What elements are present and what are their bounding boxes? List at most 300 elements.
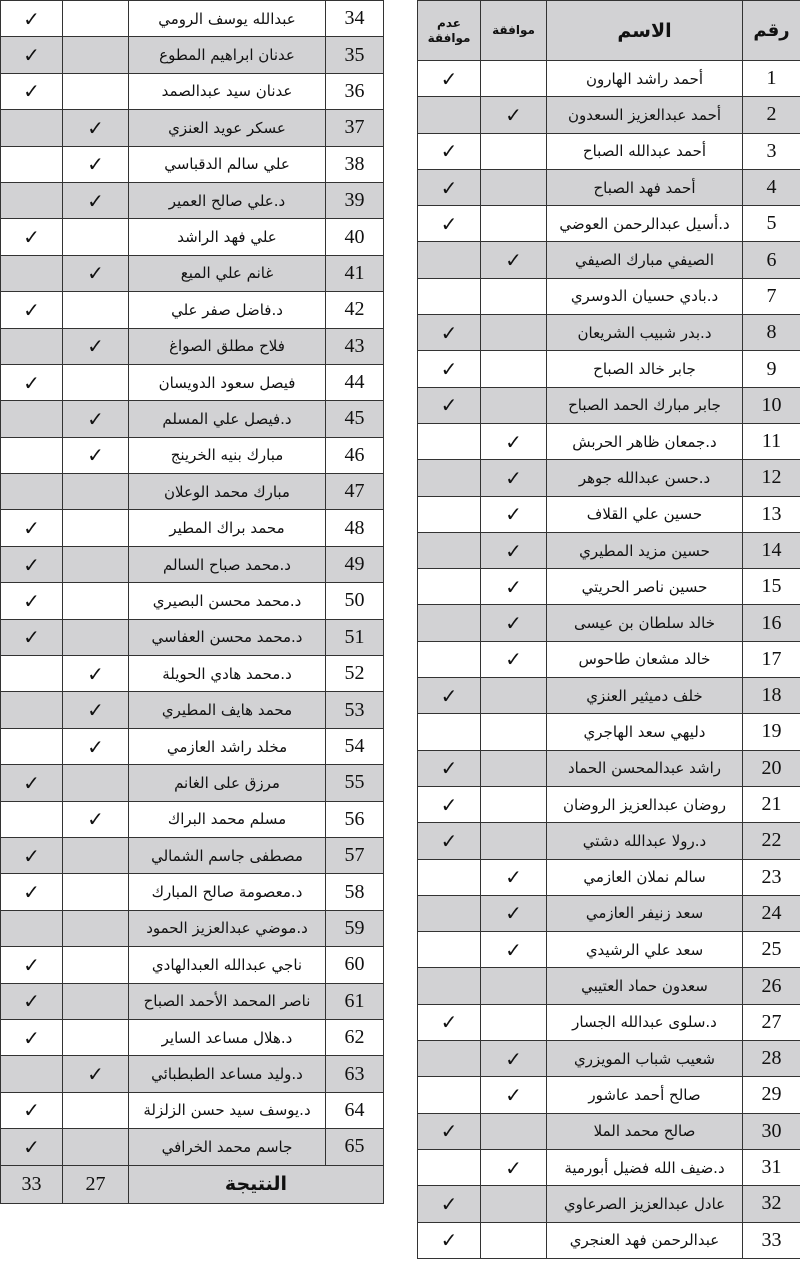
approve-cell (63, 146, 129, 182)
table-row (1, 219, 384, 255)
check-icon: ✓ (23, 225, 40, 250)
member-number: 17 (743, 641, 800, 677)
member-number: 32 (743, 1186, 800, 1222)
approve-cell (63, 837, 129, 873)
check-icon: ✓ (505, 865, 522, 890)
table-row (418, 968, 800, 1004)
reject-cell (418, 932, 481, 968)
member-number: 47 (326, 474, 384, 510)
table-row (1, 910, 384, 946)
member-name: مسلم محمد البراك (129, 801, 326, 837)
approve-cell (63, 73, 129, 109)
check-icon: ✓ (440, 1191, 458, 1216)
reject-cell (418, 351, 481, 387)
approve-cell (481, 532, 547, 568)
reject-cell (1, 583, 63, 619)
member-number: 12 (743, 460, 800, 496)
check-icon: ✓ (23, 516, 40, 541)
table-body-left (1, 1, 384, 1166)
table-row (418, 460, 800, 496)
approve-cell (63, 401, 129, 437)
approve-cell (63, 656, 129, 692)
table-row (1, 255, 384, 291)
member-name: سعد زنيفر العازمي (547, 895, 743, 931)
reject-cell (1, 728, 63, 764)
member-number: 49 (326, 546, 384, 582)
approve-cell (481, 315, 547, 351)
member-number: 44 (326, 364, 384, 400)
table-row (1, 364, 384, 400)
table-row (1, 837, 384, 873)
member-number: 50 (326, 583, 384, 619)
table-row (1, 510, 384, 546)
member-name: خلف دميثير العنزي (547, 678, 743, 714)
approve-cell (481, 1113, 547, 1149)
member-name: د.محمد صباح السالم (129, 546, 326, 582)
reject-cell (1, 546, 63, 582)
member-number: 25 (743, 932, 800, 968)
member-name: سالم نملان العازمي (547, 859, 743, 895)
table-row (418, 1077, 800, 1113)
member-number: 39 (326, 182, 384, 218)
table-row (418, 1222, 800, 1258)
member-name: عبدالرحمن فهد العنجري (547, 1222, 743, 1258)
check-icon: ✓ (440, 320, 458, 345)
check-icon: ✓ (87, 188, 104, 213)
member-number: 8 (743, 315, 800, 351)
table-row (1, 37, 384, 73)
member-name: سعد علي الرشيدي (547, 932, 743, 968)
member-name: صالح محمد الملا (547, 1113, 743, 1149)
approve-cell (481, 968, 547, 1004)
approve-cell (63, 728, 129, 764)
table-row (1, 656, 384, 692)
member-name: عادل عبدالعزيز الصرعاوي (547, 1186, 743, 1222)
header-num: رقم (743, 1, 800, 61)
member-name: د.جمعان ظاهر الحربش (547, 423, 743, 459)
approve-cell (481, 823, 547, 859)
approve-cell (63, 1129, 129, 1165)
approve-cell (481, 1041, 547, 1077)
member-number: 27 (743, 1004, 800, 1040)
member-name: حسين علي القلاف (547, 496, 743, 532)
table-row (418, 1186, 800, 1222)
table-row (418, 423, 800, 459)
member-name: خالد سلطان بن عيسى (547, 605, 743, 641)
member-number: 24 (743, 895, 800, 931)
member-number: 38 (326, 146, 384, 182)
check-icon: ✓ (505, 647, 522, 672)
member-number: 13 (743, 496, 800, 532)
member-number: 58 (326, 874, 384, 910)
approve-cell (63, 219, 129, 255)
table-row (1, 474, 384, 510)
reject-cell (418, 423, 481, 459)
check-icon: ✓ (505, 1046, 522, 1071)
member-number: 55 (326, 765, 384, 801)
check-icon: ✓ (505, 429, 522, 454)
check-icon: ✓ (23, 370, 40, 395)
approve-cell (481, 678, 547, 714)
check-icon: ✓ (23, 588, 40, 613)
check-icon: ✓ (440, 756, 458, 781)
member-name: حسين ناصر الحريتي (547, 569, 743, 605)
approve-cell (481, 242, 547, 278)
member-number: 37 (326, 110, 384, 146)
approve-cell (481, 460, 547, 496)
check-icon: ✓ (87, 261, 104, 286)
approve-cell (63, 437, 129, 473)
check-icon: ✓ (87, 734, 104, 759)
check-icon: ✓ (87, 152, 104, 177)
member-number: 41 (326, 255, 384, 291)
check-icon: ✓ (505, 574, 522, 599)
member-name: فلاح مطلق الصواغ (129, 328, 326, 364)
check-icon: ✓ (505, 502, 522, 527)
table-row (1, 765, 384, 801)
check-icon: ✓ (440, 828, 458, 853)
member-number: 16 (743, 605, 800, 641)
member-number: 59 (326, 910, 384, 946)
check-icon: ✓ (440, 1228, 458, 1253)
member-name: د.ضيف الله فضيل أبورمية (547, 1149, 743, 1185)
approve-cell (481, 895, 547, 931)
reject-cell (1, 219, 63, 255)
check-icon: ✓ (440, 393, 458, 418)
member-number: 64 (326, 1092, 384, 1128)
check-icon: ✓ (23, 43, 40, 68)
approve-cell (481, 1077, 547, 1113)
member-name: علي فهد الراشد (129, 219, 326, 255)
table-row (1, 328, 384, 364)
approve-cell (63, 910, 129, 946)
reject-cell (418, 750, 481, 786)
table-row (1, 583, 384, 619)
approve-cell (63, 619, 129, 655)
member-number: 43 (326, 328, 384, 364)
check-icon: ✓ (23, 989, 40, 1014)
member-number: 14 (743, 532, 800, 568)
reject-cell (1, 1129, 63, 1165)
table-row (418, 1113, 800, 1149)
check-icon: ✓ (440, 357, 458, 382)
check-icon: ✓ (505, 611, 522, 636)
member-number: 18 (743, 678, 800, 714)
table-row (418, 1004, 800, 1040)
member-name: مخلد راشد العازمي (129, 728, 326, 764)
member-name: حسين مزيد المطيري (547, 532, 743, 568)
table-row (418, 61, 800, 97)
member-name: أحمد فهد الصباح (547, 169, 743, 205)
reject-cell (418, 242, 481, 278)
reject-cell (1, 874, 63, 910)
check-icon: ✓ (440, 211, 458, 236)
reject-cell (418, 1077, 481, 1113)
member-name: سعدون حماد العتيبي (547, 968, 743, 1004)
reject-cell (418, 1149, 481, 1185)
reject-cell (1, 1, 63, 37)
member-number: 61 (326, 983, 384, 1019)
check-icon: ✓ (505, 1082, 522, 1107)
approve-cell (481, 1004, 547, 1040)
member-name: د.فاضل صفر علي (129, 292, 326, 328)
member-number: 31 (743, 1149, 800, 1185)
member-name: ناصر المحمد الأحمد الصباح (129, 983, 326, 1019)
member-number: 34 (326, 1, 384, 37)
approve-cell (481, 1149, 547, 1185)
member-name: دليهي سعد الهاجري (547, 714, 743, 750)
member-name: د.محمد محسن البصيري (129, 583, 326, 619)
member-name: الصيفي مبارك الصيفي (547, 242, 743, 278)
member-name: مصطفى جاسم الشمالي (129, 837, 326, 873)
member-name: د.يوسف سيد حسن الزلزلة (129, 1092, 326, 1128)
approve-cell (481, 206, 547, 242)
approve-cell (481, 496, 547, 532)
reject-cell (418, 97, 481, 133)
reject-cell (418, 1222, 481, 1258)
reject-cell (418, 206, 481, 242)
reject-cell (1, 801, 63, 837)
reject-cell (1, 364, 63, 400)
member-number: 6 (743, 242, 800, 278)
member-name: أحمد عبدالله الصباح (547, 133, 743, 169)
approve-cell (63, 1056, 129, 1092)
check-icon: ✓ (23, 843, 40, 868)
table-row (418, 278, 800, 314)
reject-cell (418, 315, 481, 351)
header-approve: موافقة (481, 1, 547, 61)
approve-cell (481, 387, 547, 423)
approve-cell (63, 510, 129, 546)
reject-cell (418, 678, 481, 714)
member-number: 4 (743, 169, 800, 205)
approve-cell (63, 182, 129, 218)
reject-cell (418, 786, 481, 822)
reject-cell (418, 133, 481, 169)
approve-cell (63, 765, 129, 801)
reject-cell (1, 292, 63, 328)
table-row (1, 1092, 384, 1128)
table-row (418, 895, 800, 931)
reject-cell (1, 328, 63, 364)
check-icon: ✓ (440, 1010, 458, 1035)
member-name: د.رولا عبدالله دشتي (547, 823, 743, 859)
approve-cell (481, 423, 547, 459)
approve-cell (481, 750, 547, 786)
check-icon: ✓ (505, 1155, 522, 1180)
table-row (1, 1019, 384, 1055)
table-row (1, 728, 384, 764)
approve-cell (63, 546, 129, 582)
reject-cell (418, 61, 481, 97)
approve-cell (63, 328, 129, 364)
reject-cell (1, 110, 63, 146)
check-icon: ✓ (23, 880, 40, 905)
reject-cell (1, 983, 63, 1019)
reject-cell (418, 823, 481, 859)
approve-cell (481, 1186, 547, 1222)
approve-cell (63, 983, 129, 1019)
check-icon: ✓ (440, 792, 458, 817)
member-number: 23 (743, 859, 800, 895)
table-row (418, 569, 800, 605)
total-approve: 27 (63, 1165, 129, 1203)
member-name: د.موضي عبدالعزيز الحمود (129, 910, 326, 946)
total-row (1, 1165, 384, 1203)
approve-cell (481, 278, 547, 314)
reject-cell (418, 278, 481, 314)
member-number: 35 (326, 37, 384, 73)
reject-cell (418, 169, 481, 205)
reject-cell (418, 605, 481, 641)
table-row (418, 714, 800, 750)
member-number: 28 (743, 1041, 800, 1077)
member-number: 26 (743, 968, 800, 1004)
check-icon: ✓ (440, 139, 458, 164)
check-icon: ✓ (23, 770, 40, 795)
member-number: 15 (743, 569, 800, 605)
member-number: 29 (743, 1077, 800, 1113)
reject-cell (418, 532, 481, 568)
approve-cell (481, 1222, 547, 1258)
member-name: عدنان سيد عبدالصمد (129, 73, 326, 109)
reject-cell (418, 1004, 481, 1040)
member-number: 21 (743, 786, 800, 822)
reject-cell (1, 619, 63, 655)
member-number: 53 (326, 692, 384, 728)
member-name: د.سلوى عبدالله الجسار (547, 1004, 743, 1040)
reject-cell (418, 460, 481, 496)
check-icon: ✓ (23, 297, 40, 322)
check-icon: ✓ (505, 102, 522, 127)
check-icon: ✓ (87, 807, 104, 832)
check-icon: ✓ (87, 443, 104, 468)
member-name: شعيب شباب المويزري (547, 1041, 743, 1077)
check-icon: ✓ (87, 115, 104, 140)
member-number: 48 (326, 510, 384, 546)
table-row (418, 169, 800, 205)
reject-cell (1, 837, 63, 873)
reject-cell (1, 692, 63, 728)
member-number: 33 (743, 1222, 800, 1258)
reject-cell (418, 895, 481, 931)
approve-cell (481, 932, 547, 968)
member-number: 46 (326, 437, 384, 473)
member-name: د.محمد محسن العفاسي (129, 619, 326, 655)
reject-cell (1, 437, 63, 473)
table-row (418, 823, 800, 859)
table-row (1, 947, 384, 983)
member-name: خالد مشعان طاحوس (547, 641, 743, 677)
table-row (418, 387, 800, 423)
reject-cell (418, 714, 481, 750)
member-name: جابر مبارك الحمد الصباح (547, 387, 743, 423)
approve-cell (63, 1092, 129, 1128)
member-number: 5 (743, 206, 800, 242)
table-row (418, 641, 800, 677)
reject-cell (1, 401, 63, 437)
member-name: د.بادي حسيان الدوسري (547, 278, 743, 314)
table-row (1, 146, 384, 182)
reject-cell (418, 968, 481, 1004)
member-number: 36 (326, 73, 384, 109)
approve-cell (481, 169, 547, 205)
reject-cell (418, 496, 481, 532)
member-name: محمد براك المطير (129, 510, 326, 546)
member-name: ناجي عبدالله العبدالهادي (129, 947, 326, 983)
table-row (1, 401, 384, 437)
table-row (1, 692, 384, 728)
member-number: 20 (743, 750, 800, 786)
member-number: 54 (326, 728, 384, 764)
reject-cell (1, 1019, 63, 1055)
approve-cell (481, 133, 547, 169)
member-number: 1 (743, 61, 800, 97)
table-row (418, 133, 800, 169)
table-row (418, 206, 800, 242)
approve-cell (63, 110, 129, 146)
approve-cell (63, 1019, 129, 1055)
member-number: 19 (743, 714, 800, 750)
reject-cell (1, 1092, 63, 1128)
member-name: د.معصومة صالح المبارك (129, 874, 326, 910)
check-icon: ✓ (505, 248, 522, 273)
member-number: 63 (326, 1056, 384, 1092)
approve-cell (481, 97, 547, 133)
approve-cell (63, 37, 129, 73)
member-name: عبدالله يوسف الرومي (129, 1, 326, 37)
member-number: 42 (326, 292, 384, 328)
reject-cell (1, 510, 63, 546)
approve-cell (481, 61, 547, 97)
table-row (1, 874, 384, 910)
reject-cell (418, 387, 481, 423)
member-name: د.علي صالح العمير (129, 182, 326, 218)
member-name: مرزق على الغانم (129, 765, 326, 801)
approve-cell (481, 859, 547, 895)
member-number: 56 (326, 801, 384, 837)
table-row (418, 859, 800, 895)
member-number: 9 (743, 351, 800, 387)
table-row (418, 532, 800, 568)
check-icon: ✓ (23, 1098, 40, 1123)
check-icon: ✓ (23, 79, 40, 104)
reject-cell (418, 569, 481, 605)
member-number: 2 (743, 97, 800, 133)
header-row (418, 1, 800, 61)
approve-cell (63, 874, 129, 910)
member-name: د.أسيل عبدالرحمن العوضي (547, 206, 743, 242)
table-row (1, 292, 384, 328)
table-row (418, 605, 800, 641)
member-name: جابر خالد الصباح (547, 351, 743, 387)
check-icon: ✓ (23, 6, 40, 31)
table-row (1, 1056, 384, 1092)
member-number: 11 (743, 423, 800, 459)
member-number: 51 (326, 619, 384, 655)
check-icon: ✓ (505, 538, 522, 563)
table-row (418, 496, 800, 532)
approve-cell (63, 292, 129, 328)
approve-cell (63, 1, 129, 37)
approve-cell (63, 583, 129, 619)
member-number: 57 (326, 837, 384, 873)
member-name: غانم علي الميع (129, 255, 326, 291)
reject-cell (418, 1186, 481, 1222)
member-name: روضان عبدالعزيز الروضان (547, 786, 743, 822)
check-icon: ✓ (87, 661, 104, 686)
member-number: 22 (743, 823, 800, 859)
